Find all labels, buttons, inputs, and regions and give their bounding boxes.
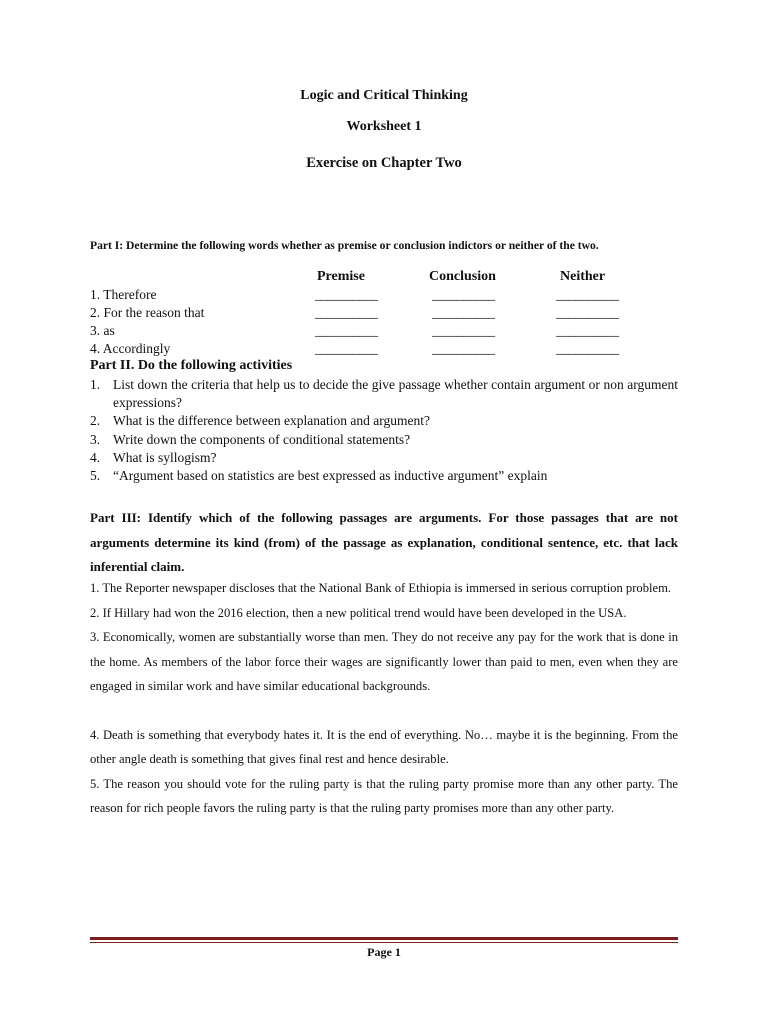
premise-blank[interactable]: __________ (315, 305, 378, 320)
passage-2: 2. If Hillary had won the 2016 election, then a new political trend would have been developed in the USA. (90, 605, 627, 620)
passage-5: 5. The reason you should vote for the ruling party is that the ruling party promise more than any other party. The reason for rich people favors the ruling party is that the ruling party promises more than any other party. (90, 776, 678, 815)
column-header-conclusion: Conclusion (429, 269, 496, 284)
activity-number: 4. (90, 449, 101, 465)
column-header-premise: Premise (317, 269, 365, 284)
footer-rule-thin (90, 942, 678, 943)
activity-text: What is the difference between explanation and argument? (113, 413, 430, 429)
neither-blank[interactable]: __________ (556, 341, 619, 356)
premise-blank[interactable]: __________ (315, 287, 378, 302)
part1-row (90, 305, 650, 323)
passage-4: 4. Death is something that everybody hates it. It is the end of everything. No… maybe it is the beginning. From the other angle death is something that gives final rest and hence desirable. (90, 727, 678, 766)
part1-word: 2. For the reason that (90, 305, 205, 320)
course-title: Logic and Critical Thinking (300, 88, 468, 103)
activity-text: “Argument based on statistics are best expressed as inductive argument” explain (113, 468, 548, 484)
activity-item (90, 449, 678, 467)
part1-word: 3. as (90, 323, 115, 338)
neither-blank[interactable]: __________ (556, 323, 619, 338)
exercise-title: Exercise on Chapter Two (306, 155, 462, 171)
activity-text: List down the criteria that help us to decide the give passage whether contain argument or non argument expressions? (113, 377, 678, 411)
activity-number: 1. (90, 377, 101, 392)
activity-item (90, 412, 678, 430)
activity-item (90, 467, 678, 485)
activity-number: 2. (90, 413, 101, 429)
page-number: Page 1 (367, 945, 401, 959)
part1-word: 4. Accordingly (90, 341, 171, 356)
neither-blank[interactable]: __________ (556, 305, 619, 320)
activity-number: 5. (90, 468, 101, 484)
activity-item (90, 431, 678, 449)
activity-item (90, 376, 678, 412)
footer-rule (90, 937, 678, 940)
activity-list (90, 376, 678, 485)
part1-heading: Part I: Determine the following words whether as premise or conclusion indictors or neither of the two. (90, 239, 599, 252)
worksheet-title: Worksheet 1 (346, 119, 422, 134)
passage-3: 3. Economically, women are substantially worse than men. They do not receive any pay for the work that is done in the home. As members of the labor force their wages are significantly lower than paid to men, even when they are engaged in similar work and have similar educational backgrounds. (90, 630, 678, 693)
conclusion-blank[interactable]: __________ (432, 323, 495, 338)
part1-row (90, 341, 650, 359)
part3-heading: Part III: Identify which of the following passages are arguments. For those passages that are not arguments determine its kind (from) of the passage as explanation, conditional sentence, etc. that lack inferential claim. (90, 510, 678, 574)
activity-number: 3. (90, 431, 101, 447)
neither-blank[interactable]: __________ (556, 287, 619, 302)
part1-row (90, 323, 650, 341)
column-header-neither: Neither (560, 269, 606, 284)
passage-list (90, 576, 678, 821)
part1-row (90, 287, 650, 305)
activity-text: What is syllogism? (113, 449, 217, 465)
part2-heading: Part II. Do the following activities (90, 358, 293, 373)
part1-word: 1. Therefore (90, 287, 157, 302)
conclusion-blank[interactable]: __________ (432, 341, 495, 356)
conclusion-blank[interactable]: __________ (432, 305, 495, 320)
premise-blank[interactable]: __________ (315, 341, 378, 356)
passage-1: 1. The Reporter newspaper discloses that the National Bank of Ethiopia is immersed in serious corruption problem. (90, 581, 672, 595)
conclusion-blank[interactable]: __________ (432, 287, 495, 302)
premise-blank[interactable]: __________ (315, 323, 378, 338)
activity-text: Write down the components of conditional statements? (113, 431, 411, 447)
